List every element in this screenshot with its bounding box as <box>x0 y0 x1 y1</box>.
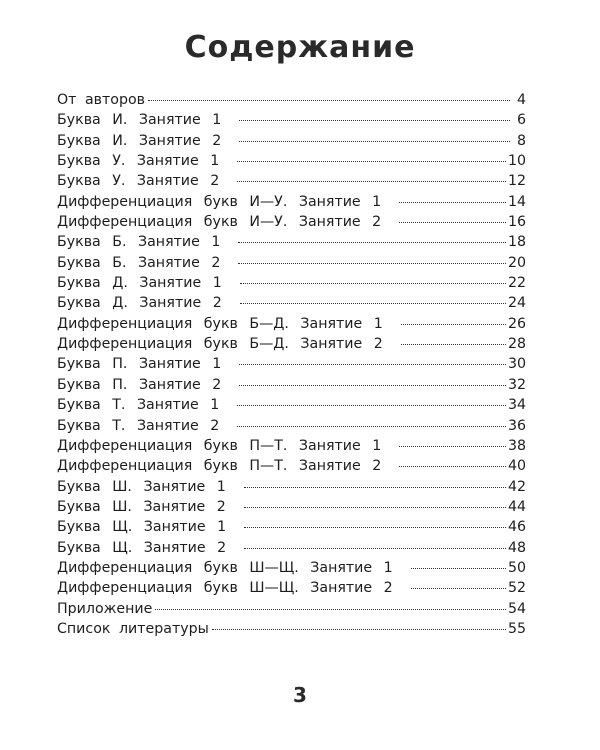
toc-entry <box>57 131 526 151</box>
toc-entry-page: 55 <box>507 620 526 637</box>
toc-entry-page: 8 <box>516 132 526 149</box>
toc-entry <box>57 538 526 558</box>
toc-entry-label: Дифференциация букв Б—Д. Занятие 2 <box>57 336 383 353</box>
toc-entry <box>57 232 526 252</box>
toc-entry-label: Буква Щ. Занятие 2 <box>57 539 227 556</box>
toc-entry-page: 50 <box>507 559 526 576</box>
toc-entry-label: Буква П. Занятие 1 <box>57 356 222 373</box>
table-of-contents <box>57 90 526 639</box>
toc-entry <box>57 436 526 456</box>
dot-leader <box>399 446 506 447</box>
dot-leader <box>399 202 506 203</box>
dot-leader <box>237 405 506 406</box>
toc-entry-page: 6 <box>516 112 526 129</box>
toc-entry <box>57 334 526 354</box>
toc-entry-label: Дифференциация букв П—Т. Занятие 1 <box>57 437 382 454</box>
toc-entry-page: 10 <box>507 153 526 170</box>
toc-entry-label: Дифференциация букв П—Т. Занятие 2 <box>57 458 382 475</box>
toc-entry-label: Буква Щ. Занятие 1 <box>57 519 227 536</box>
toc-entry <box>57 395 526 415</box>
toc-entry <box>57 253 526 273</box>
toc-entry-page: 18 <box>507 234 526 251</box>
toc-entry-page: 14 <box>507 193 526 210</box>
toc-entry-label: Буква П. Занятие 2 <box>57 376 222 393</box>
toc-entry-page: 20 <box>507 254 526 271</box>
toc-entry-page: 48 <box>507 539 526 556</box>
toc-entry <box>57 456 526 476</box>
dot-leader <box>212 629 506 630</box>
dot-leader <box>238 263 506 264</box>
toc-entry-page: 28 <box>507 336 526 353</box>
dot-leader <box>411 588 506 589</box>
dot-leader <box>239 120 510 121</box>
toc-entry-label: Буква И. Занятие 2 <box>57 132 222 149</box>
dot-leader <box>401 324 506 325</box>
toc-entry <box>57 110 526 130</box>
dot-leader <box>244 527 506 528</box>
toc-entry-page: 36 <box>507 417 526 434</box>
toc-entry <box>57 558 526 578</box>
toc-entry-page: 16 <box>507 214 526 231</box>
toc-entry <box>57 314 526 334</box>
toc-entry-page: 54 <box>507 600 526 617</box>
toc-entry-label: От авторов <box>57 92 145 108</box>
toc-entry <box>57 517 526 537</box>
toc-entry-label: Дифференциация букв Б—Д. Занятие 1 <box>57 315 383 332</box>
toc-entry-label: Дифференциация букв И—У. Занятие 2 <box>57 214 382 231</box>
toc-entry-page: 46 <box>507 519 526 536</box>
toc-entry <box>57 619 526 639</box>
toc-entry-label: Приложение <box>57 600 153 617</box>
dot-leader <box>244 548 506 549</box>
toc-entry <box>57 192 526 212</box>
toc-entry <box>57 90 526 110</box>
toc-entry-page: 52 <box>507 580 526 597</box>
dot-leader <box>239 364 506 365</box>
toc-entry-page: 44 <box>507 498 526 515</box>
toc-entry-page: 40 <box>507 458 526 475</box>
dot-leader <box>238 242 506 243</box>
toc-entry-page: 22 <box>507 275 526 292</box>
dot-leader <box>237 181 506 182</box>
dot-leader <box>399 222 506 223</box>
toc-entry-label: Буква И. Занятие 1 <box>57 112 222 129</box>
toc-entry-label: Буква У. Занятие 1 <box>57 153 220 170</box>
toc-entry-label: Список литературы <box>57 620 209 637</box>
toc-entry-label: Буква Б. Занятие 2 <box>57 254 221 271</box>
toc-entry <box>57 578 526 598</box>
dot-leader <box>237 426 506 427</box>
dot-leader <box>237 161 506 162</box>
toc-entry-label: Буква Т. Занятие 2 <box>57 417 220 434</box>
toc-entry <box>57 171 526 191</box>
page-number: 3 <box>293 683 307 707</box>
toc-entry-label: Дифференциация букв Ш—Щ. Занятие 2 <box>57 580 393 597</box>
toc-entry-page: 34 <box>507 397 526 414</box>
toc-entry-label: Буква Ш. Занятие 2 <box>57 498 226 515</box>
toc-entry-label: Дифференциация букв Ш—Щ. Занятие 1 <box>57 559 393 576</box>
toc-entry-page: 12 <box>507 173 526 190</box>
toc-entry <box>57 416 526 436</box>
dot-leader <box>155 609 506 610</box>
toc-entry-page: 30 <box>507 356 526 373</box>
toc-entry-page: 24 <box>507 295 526 312</box>
toc-entry-label: Буква Т. Занятие 1 <box>57 397 220 414</box>
toc-entry <box>57 212 526 232</box>
toc-entry-page: 32 <box>507 376 526 393</box>
toc-entry <box>57 599 526 619</box>
dot-leader <box>399 466 506 467</box>
dot-leader <box>244 507 506 508</box>
dot-leader <box>401 344 506 345</box>
toc-entry <box>57 497 526 517</box>
toc-entry-page: 4 <box>516 92 526 108</box>
toc-entry <box>57 151 526 171</box>
dot-leader <box>411 568 506 569</box>
dot-leader <box>148 100 510 101</box>
toc-entry-label: Буква Ш. Занятие 1 <box>57 478 226 495</box>
page-title: Содержание <box>184 30 416 65</box>
dot-leader <box>239 385 506 386</box>
dot-leader <box>240 283 506 284</box>
toc-entry-page: 38 <box>507 437 526 454</box>
toc-entry <box>57 273 526 293</box>
toc-entry <box>57 477 526 497</box>
toc-entry-label: Буква Д. Занятие 2 <box>57 295 222 312</box>
toc-entry-label: Буква У. Занятие 2 <box>57 173 220 190</box>
toc-entry-page: 26 <box>507 315 526 332</box>
toc-entry <box>57 375 526 395</box>
dot-leader <box>239 141 510 142</box>
dot-leader <box>240 303 506 304</box>
toc-entry-label: Дифференциация букв И—У. Занятие 1 <box>57 193 382 210</box>
toc-entry-label: Буква Б. Занятие 1 <box>57 234 221 251</box>
dot-leader <box>244 487 506 488</box>
toc-entry <box>57 354 526 374</box>
toc-entry-label: Буква Д. Занятие 1 <box>57 275 222 292</box>
toc-entry <box>57 293 526 313</box>
toc-entry-page: 42 <box>507 478 526 495</box>
